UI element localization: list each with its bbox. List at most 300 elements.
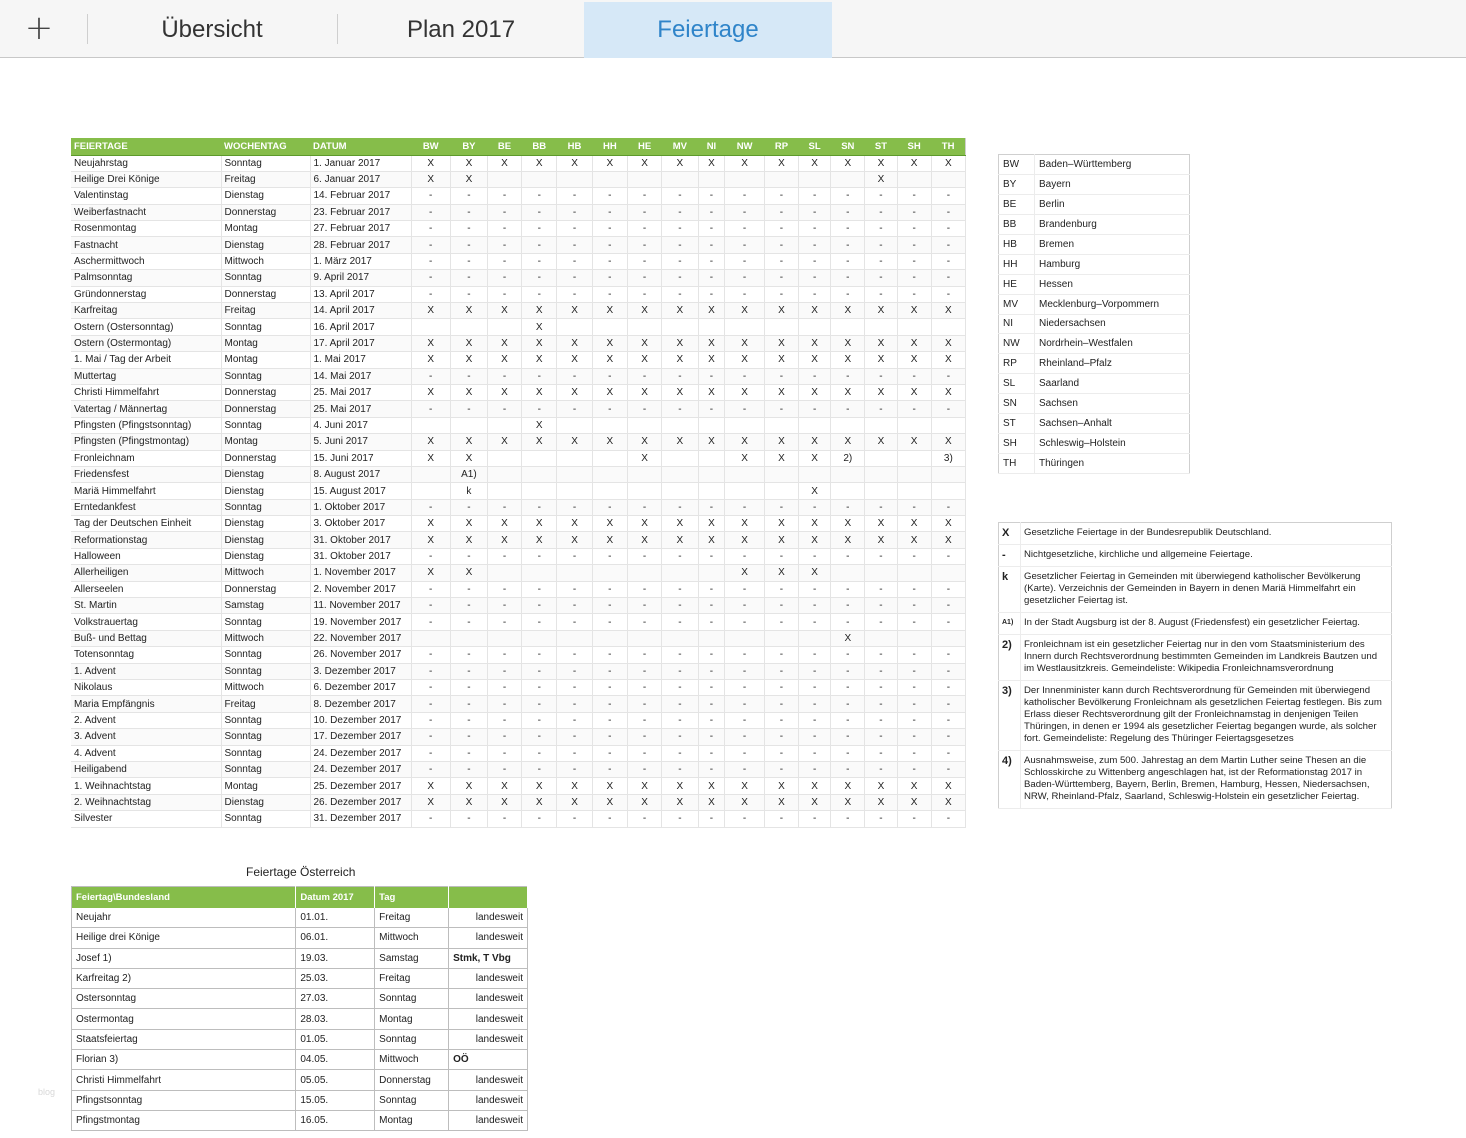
- state-flag-cell[interactable]: X: [662, 778, 698, 794]
- state-flag-cell[interactable]: X: [764, 155, 798, 171]
- state-flag-cell[interactable]: -: [799, 745, 831, 761]
- state-flag-cell[interactable]: X: [865, 155, 897, 171]
- state-flag-cell[interactable]: [411, 319, 450, 335]
- state-flag-cell[interactable]: -: [897, 548, 931, 564]
- state-flag-cell[interactable]: -: [764, 696, 798, 712]
- state-flag-cell[interactable]: X: [487, 434, 521, 450]
- state-flag-cell[interactable]: X: [799, 483, 831, 499]
- state-flag-cell[interactable]: X: [698, 303, 725, 319]
- state-flag-cell[interactable]: X: [522, 417, 557, 433]
- state-flag-cell[interactable]: -: [627, 680, 661, 696]
- holiday-name-cell[interactable]: 2. Weihnachtstag: [71, 794, 221, 810]
- state-flag-cell[interactable]: [411, 483, 450, 499]
- state-flag-cell[interactable]: X: [450, 532, 487, 548]
- state-flag-cell[interactable]: -: [799, 253, 831, 269]
- state-flag-cell[interactable]: [897, 319, 931, 335]
- state-flag-cell[interactable]: [764, 630, 798, 646]
- state-flag-cell[interactable]: [725, 630, 764, 646]
- austria-date-cell[interactable]: 28.03.: [296, 1009, 375, 1029]
- austria-day-cell[interactable]: Donnerstag: [375, 1070, 449, 1090]
- state-flag-cell[interactable]: -: [627, 253, 661, 269]
- date-cell[interactable]: 24. Dezember 2017: [310, 745, 411, 761]
- austria-region-cell[interactable]: OÖ: [449, 1050, 528, 1070]
- holiday-name-cell[interactable]: 1. Mai / Tag der Arbeit: [71, 352, 221, 368]
- date-cell[interactable]: 10. Dezember 2017: [310, 712, 411, 728]
- state-flag-cell[interactable]: X: [897, 352, 931, 368]
- austria-date-cell[interactable]: 25.03.: [296, 968, 375, 988]
- date-cell[interactable]: 13. April 2017: [310, 286, 411, 302]
- state-flag-cell[interactable]: -: [799, 598, 831, 614]
- weekday-cell[interactable]: Dienstag: [221, 794, 310, 810]
- state-flag-cell[interactable]: [764, 466, 798, 482]
- state-flag-cell[interactable]: X: [865, 794, 897, 810]
- state-flag-cell[interactable]: X: [831, 630, 865, 646]
- state-flag-cell[interactable]: -: [698, 614, 725, 630]
- weekday-cell[interactable]: Sonntag: [221, 761, 310, 777]
- state-flag-cell[interactable]: -: [764, 237, 798, 253]
- state-flag-cell[interactable]: -: [411, 647, 450, 663]
- state-flag-cell[interactable]: -: [831, 548, 865, 564]
- column-header[interactable]: BE: [487, 138, 521, 155]
- state-flag-cell[interactable]: X: [931, 335, 965, 351]
- holiday-name-cell[interactable]: Muttertag: [71, 368, 221, 384]
- state-flag-cell[interactable]: -: [592, 499, 627, 515]
- state-flag-cell[interactable]: -: [865, 663, 897, 679]
- date-cell[interactable]: 1. März 2017: [310, 253, 411, 269]
- weekday-cell[interactable]: Sonntag: [221, 647, 310, 663]
- state-flag-cell[interactable]: -: [487, 221, 521, 237]
- state-flag-cell[interactable]: -: [725, 712, 764, 728]
- state-flag-cell[interactable]: X: [799, 532, 831, 548]
- state-flag-cell[interactable]: [522, 450, 557, 466]
- state-flag-cell[interactable]: X: [662, 303, 698, 319]
- state-flag-cell[interactable]: -: [831, 499, 865, 515]
- austria-date-cell[interactable]: 01.05.: [296, 1029, 375, 1049]
- date-cell[interactable]: 26. Dezember 2017: [310, 794, 411, 810]
- state-flag-cell[interactable]: X: [725, 532, 764, 548]
- state-flag-cell[interactable]: -: [522, 614, 557, 630]
- state-flag-cell[interactable]: [487, 171, 521, 187]
- state-flag-cell[interactable]: -: [931, 663, 965, 679]
- state-flag-cell[interactable]: -: [411, 237, 450, 253]
- state-flag-cell[interactable]: X: [411, 532, 450, 548]
- holiday-name-cell[interactable]: Buß- und Bettag: [71, 630, 221, 646]
- state-flag-cell[interactable]: -: [662, 729, 698, 745]
- state-flag-cell[interactable]: -: [662, 811, 698, 827]
- state-flag-cell[interactable]: -: [897, 663, 931, 679]
- weekday-cell[interactable]: Sonntag: [221, 319, 310, 335]
- state-flag-cell[interactable]: [557, 466, 592, 482]
- state-flag-cell[interactable]: [522, 466, 557, 482]
- date-cell[interactable]: 27. Februar 2017: [310, 221, 411, 237]
- state-flag-cell[interactable]: [592, 466, 627, 482]
- state-flag-cell[interactable]: -: [931, 614, 965, 630]
- state-flag-cell[interactable]: -: [662, 401, 698, 417]
- state-flag-cell[interactable]: -: [831, 237, 865, 253]
- state-flag-cell[interactable]: X: [487, 352, 521, 368]
- state-flag-cell[interactable]: -: [831, 647, 865, 663]
- state-flag-cell[interactable]: -: [698, 663, 725, 679]
- state-flag-cell[interactable]: -: [831, 811, 865, 827]
- state-flag-cell[interactable]: [698, 565, 725, 581]
- state-flag-cell[interactable]: -: [698, 745, 725, 761]
- state-flag-cell[interactable]: -: [931, 253, 965, 269]
- date-cell[interactable]: 6. Dezember 2017: [310, 680, 411, 696]
- column-header[interactable]: NI: [698, 138, 725, 155]
- state-flag-cell[interactable]: -: [487, 663, 521, 679]
- state-flag-cell[interactable]: X: [627, 303, 661, 319]
- state-flag-cell[interactable]: X: [627, 450, 661, 466]
- state-flag-cell[interactable]: -: [897, 729, 931, 745]
- holiday-name-cell[interactable]: 1. Advent: [71, 663, 221, 679]
- state-flag-cell[interactable]: X: [450, 335, 487, 351]
- state-flag-cell[interactable]: -: [487, 745, 521, 761]
- state-flag-cell[interactable]: X: [799, 565, 831, 581]
- state-flag-cell[interactable]: [931, 417, 965, 433]
- date-cell[interactable]: 28. Februar 2017: [310, 237, 411, 253]
- state-flag-cell[interactable]: [931, 630, 965, 646]
- state-flag-cell[interactable]: X: [698, 352, 725, 368]
- state-flag-cell[interactable]: -: [799, 680, 831, 696]
- state-flag-cell[interactable]: -: [764, 221, 798, 237]
- austria-day-cell[interactable]: Sonntag: [375, 1029, 449, 1049]
- state-flag-cell[interactable]: -: [831, 712, 865, 728]
- state-flag-cell[interactable]: X: [592, 303, 627, 319]
- state-flag-cell[interactable]: X: [592, 516, 627, 532]
- state-flag-cell[interactable]: [662, 565, 698, 581]
- state-flag-cell[interactable]: [897, 483, 931, 499]
- date-cell[interactable]: 25. Mai 2017: [310, 384, 411, 400]
- state-flag-cell[interactable]: [487, 630, 521, 646]
- state-flag-cell[interactable]: [662, 450, 698, 466]
- weekday-cell[interactable]: Donnerstag: [221, 450, 310, 466]
- holiday-name-cell[interactable]: Gründonnerstag: [71, 286, 221, 302]
- state-flag-cell[interactable]: -: [897, 614, 931, 630]
- state-flag-cell[interactable]: -: [799, 811, 831, 827]
- state-flag-cell[interactable]: -: [662, 286, 698, 302]
- state-flag-cell[interactable]: -: [764, 499, 798, 515]
- state-flag-cell[interactable]: [557, 483, 592, 499]
- state-flag-cell[interactable]: X: [831, 335, 865, 351]
- column-header[interactable]: SH: [897, 138, 931, 155]
- state-flag-cell[interactable]: X: [522, 352, 557, 368]
- state-flag-cell[interactable]: -: [897, 712, 931, 728]
- state-flag-cell[interactable]: -: [592, 647, 627, 663]
- state-flag-cell[interactable]: X: [557, 778, 592, 794]
- state-flag-cell[interactable]: -: [627, 204, 661, 220]
- state-flag-cell[interactable]: -: [487, 712, 521, 728]
- state-flag-cell[interactable]: -: [411, 598, 450, 614]
- state-flag-cell[interactable]: -: [799, 761, 831, 777]
- weekday-cell[interactable]: Donnerstag: [221, 581, 310, 597]
- state-flag-cell[interactable]: X: [662, 155, 698, 171]
- state-flag-cell[interactable]: [897, 171, 931, 187]
- state-flag-cell[interactable]: -: [522, 598, 557, 614]
- state-flag-cell[interactable]: -: [931, 696, 965, 712]
- state-flag-cell[interactable]: -: [450, 499, 487, 515]
- state-flag-cell[interactable]: -: [725, 221, 764, 237]
- state-flag-cell[interactable]: -: [557, 499, 592, 515]
- state-flag-cell[interactable]: X: [450, 352, 487, 368]
- state-flag-cell[interactable]: -: [487, 647, 521, 663]
- state-flag-cell[interactable]: [557, 417, 592, 433]
- state-flag-cell[interactable]: [764, 483, 798, 499]
- state-flag-cell[interactable]: -: [764, 581, 798, 597]
- weekday-cell[interactable]: Sonntag: [221, 270, 310, 286]
- date-cell[interactable]: 5. Juni 2017: [310, 434, 411, 450]
- state-flag-cell[interactable]: -: [411, 270, 450, 286]
- state-flag-cell[interactable]: -: [522, 270, 557, 286]
- state-flag-cell[interactable]: -: [487, 761, 521, 777]
- state-flag-cell[interactable]: -: [931, 729, 965, 745]
- state-flag-cell[interactable]: X: [799, 384, 831, 400]
- state-flag-cell[interactable]: X: [799, 450, 831, 466]
- state-flag-cell[interactable]: -: [557, 204, 592, 220]
- state-flag-cell[interactable]: [831, 319, 865, 335]
- state-flag-cell[interactable]: X: [799, 303, 831, 319]
- state-flag-cell[interactable]: [627, 171, 661, 187]
- state-flag-cell[interactable]: -: [487, 614, 521, 630]
- holiday-name-cell[interactable]: Fastnacht: [71, 237, 221, 253]
- austria-holiday-cell[interactable]: Karfreitag 2): [72, 968, 296, 988]
- state-flag-cell[interactable]: X: [450, 450, 487, 466]
- state-flag-cell[interactable]: -: [764, 680, 798, 696]
- state-flag-cell[interactable]: [725, 483, 764, 499]
- state-flag-cell[interactable]: -: [557, 647, 592, 663]
- state-flag-cell[interactable]: -: [411, 368, 450, 384]
- state-flag-cell[interactable]: [411, 417, 450, 433]
- state-flag-cell[interactable]: [450, 417, 487, 433]
- state-flag-cell[interactable]: -: [764, 188, 798, 204]
- state-flag-cell[interactable]: -: [411, 188, 450, 204]
- austria-date-cell[interactable]: 01.01.: [296, 908, 375, 928]
- state-flag-cell[interactable]: -: [450, 811, 487, 827]
- state-flag-cell[interactable]: -: [627, 237, 661, 253]
- holiday-name-cell[interactable]: Heiligabend: [71, 761, 221, 777]
- date-cell[interactable]: 6. Januar 2017: [310, 171, 411, 187]
- state-flag-cell[interactable]: -: [897, 696, 931, 712]
- state-flag-cell[interactable]: X: [698, 434, 725, 450]
- state-flag-cell[interactable]: X: [799, 335, 831, 351]
- state-flag-cell[interactable]: -: [557, 548, 592, 564]
- state-flag-cell[interactable]: X: [897, 532, 931, 548]
- state-flag-cell[interactable]: -: [931, 548, 965, 564]
- austria-day-cell[interactable]: Freitag: [375, 968, 449, 988]
- state-flag-cell[interactable]: -: [764, 270, 798, 286]
- state-flag-cell[interactable]: -: [487, 499, 521, 515]
- state-flag-cell[interactable]: [487, 565, 521, 581]
- date-cell[interactable]: 17. Dezember 2017: [310, 729, 411, 745]
- state-flag-cell[interactable]: -: [522, 253, 557, 269]
- column-header[interactable]: BY: [450, 138, 487, 155]
- state-flag-cell[interactable]: X: [698, 778, 725, 794]
- date-cell[interactable]: 17. April 2017: [310, 335, 411, 351]
- state-flag-cell[interactable]: X: [522, 303, 557, 319]
- state-flag-cell[interactable]: [764, 319, 798, 335]
- state-flag-cell[interactable]: -: [725, 680, 764, 696]
- state-flag-cell[interactable]: X: [592, 434, 627, 450]
- state-flag-cell[interactable]: -: [592, 581, 627, 597]
- state-flag-cell[interactable]: X: [698, 155, 725, 171]
- weekday-cell[interactable]: Dienstag: [221, 466, 310, 482]
- state-flag-cell[interactable]: X: [662, 352, 698, 368]
- state-flag-cell[interactable]: [522, 483, 557, 499]
- austria-column-header[interactable]: Datum 2017: [296, 887, 375, 908]
- state-flag-cell[interactable]: -: [411, 811, 450, 827]
- state-flag-cell[interactable]: -: [698, 548, 725, 564]
- column-header[interactable]: HE: [627, 138, 661, 155]
- column-header[interactable]: MV: [662, 138, 698, 155]
- state-flag-cell[interactable]: -: [662, 614, 698, 630]
- holiday-name-cell[interactable]: Rosenmontag: [71, 221, 221, 237]
- holiday-name-cell[interactable]: Tag der Deutschen Einheit: [71, 516, 221, 532]
- state-flag-cell[interactable]: X: [865, 352, 897, 368]
- austria-region-cell[interactable]: landesweit: [449, 928, 528, 948]
- state-flag-cell[interactable]: [662, 630, 698, 646]
- austria-day-cell[interactable]: Freitag: [375, 908, 449, 928]
- state-flag-cell[interactable]: X: [725, 352, 764, 368]
- state-flag-cell[interactable]: -: [411, 581, 450, 597]
- state-flag-cell[interactable]: -: [831, 696, 865, 712]
- state-flag-cell[interactable]: X: [931, 516, 965, 532]
- state-flag-cell[interactable]: -: [764, 663, 798, 679]
- state-flag-cell[interactable]: -: [698, 761, 725, 777]
- state-flag-cell[interactable]: [487, 466, 521, 482]
- weekday-cell[interactable]: Samstag: [221, 598, 310, 614]
- state-flag-cell[interactable]: X: [627, 532, 661, 548]
- state-flag-cell[interactable]: -: [865, 204, 897, 220]
- state-flag-cell[interactable]: X: [698, 384, 725, 400]
- state-flag-cell[interactable]: X: [592, 794, 627, 810]
- state-flag-cell[interactable]: -: [725, 811, 764, 827]
- date-cell[interactable]: 25. Dezember 2017: [310, 778, 411, 794]
- state-flag-cell[interactable]: X: [627, 516, 661, 532]
- holiday-name-cell[interactable]: Reformationstag: [71, 532, 221, 548]
- state-flag-cell[interactable]: X: [487, 303, 521, 319]
- state-flag-cell[interactable]: -: [897, 680, 931, 696]
- state-flag-cell[interactable]: -: [411, 253, 450, 269]
- state-flag-cell[interactable]: [662, 466, 698, 482]
- state-flag-cell[interactable]: -: [725, 729, 764, 745]
- state-flag-cell[interactable]: -: [592, 204, 627, 220]
- state-flag-cell[interactable]: -: [487, 729, 521, 745]
- state-flag-cell[interactable]: [662, 483, 698, 499]
- austria-holiday-cell[interactable]: Josef 1): [72, 948, 296, 968]
- state-flag-cell[interactable]: -: [487, 696, 521, 712]
- state-flag-cell[interactable]: [522, 565, 557, 581]
- state-flag-cell[interactable]: -: [557, 614, 592, 630]
- state-flag-cell[interactable]: [627, 483, 661, 499]
- date-cell[interactable]: 1. November 2017: [310, 565, 411, 581]
- state-flag-cell[interactable]: [865, 319, 897, 335]
- state-flag-cell[interactable]: X: [487, 532, 521, 548]
- state-flag-cell[interactable]: -: [897, 647, 931, 663]
- state-flag-cell[interactable]: -: [897, 499, 931, 515]
- state-flag-cell[interactable]: X: [725, 565, 764, 581]
- state-flag-cell[interactable]: [725, 171, 764, 187]
- austria-column-header[interactable]: Feiertag\Bundesland: [72, 887, 296, 908]
- date-cell[interactable]: 8. August 2017: [310, 466, 411, 482]
- state-flag-cell[interactable]: -: [450, 286, 487, 302]
- state-flag-cell[interactable]: -: [831, 745, 865, 761]
- state-flag-cell[interactable]: [522, 630, 557, 646]
- state-flag-cell[interactable]: X: [764, 450, 798, 466]
- state-flag-cell[interactable]: X: [627, 794, 661, 810]
- date-cell[interactable]: 31. Dezember 2017: [310, 811, 411, 827]
- holiday-name-cell[interactable]: Vatertag / Männertag: [71, 401, 221, 417]
- state-flag-cell[interactable]: -: [592, 401, 627, 417]
- state-flag-cell[interactable]: X: [557, 352, 592, 368]
- state-flag-cell[interactable]: -: [522, 401, 557, 417]
- state-flag-cell[interactable]: -: [627, 614, 661, 630]
- date-cell[interactable]: 19. November 2017: [310, 614, 411, 630]
- state-flag-cell[interactable]: -: [487, 680, 521, 696]
- state-flag-cell[interactable]: [831, 417, 865, 433]
- state-flag-cell[interactable]: X: [662, 516, 698, 532]
- state-flag-cell[interactable]: -: [411, 745, 450, 761]
- austria-region-cell[interactable]: landesweit: [449, 989, 528, 1009]
- austria-holiday-cell[interactable]: Pfingstmontag: [72, 1110, 296, 1130]
- weekday-cell[interactable]: Montag: [221, 221, 310, 237]
- state-flag-cell[interactable]: -: [897, 286, 931, 302]
- state-flag-cell[interactable]: -: [592, 729, 627, 745]
- state-flag-cell[interactable]: -: [764, 745, 798, 761]
- date-cell[interactable]: 9. April 2017: [310, 270, 411, 286]
- state-flag-cell[interactable]: X: [725, 450, 764, 466]
- state-flag-cell[interactable]: -: [799, 614, 831, 630]
- state-flag-cell[interactable]: -: [662, 581, 698, 597]
- state-flag-cell[interactable]: -: [799, 368, 831, 384]
- state-flag-cell[interactable]: X: [522, 319, 557, 335]
- state-flag-cell[interactable]: X: [450, 171, 487, 187]
- state-flag-cell[interactable]: X: [799, 794, 831, 810]
- state-flag-cell[interactable]: -: [662, 663, 698, 679]
- state-flag-cell[interactable]: -: [450, 368, 487, 384]
- state-flag-cell[interactable]: -: [897, 811, 931, 827]
- state-flag-cell[interactable]: X: [799, 352, 831, 368]
- state-flag-cell[interactable]: X: [831, 352, 865, 368]
- state-flag-cell[interactable]: -: [557, 253, 592, 269]
- state-flag-cell[interactable]: -: [592, 237, 627, 253]
- austria-holiday-cell[interactable]: Neujahr: [72, 908, 296, 928]
- state-flag-cell[interactable]: [931, 319, 965, 335]
- state-flag-cell[interactable]: -: [831, 286, 865, 302]
- date-cell[interactable]: 14. Mai 2017: [310, 368, 411, 384]
- state-flag-cell[interactable]: -: [627, 499, 661, 515]
- state-flag-cell[interactable]: -: [725, 647, 764, 663]
- state-flag-cell[interactable]: -: [764, 761, 798, 777]
- state-flag-cell[interactable]: X: [557, 434, 592, 450]
- state-flag-cell[interactable]: X: [865, 384, 897, 400]
- state-flag-cell[interactable]: -: [865, 270, 897, 286]
- state-flag-cell[interactable]: [698, 450, 725, 466]
- date-cell[interactable]: 1. Januar 2017: [310, 155, 411, 171]
- state-flag-cell[interactable]: X: [931, 434, 965, 450]
- state-flag-cell[interactable]: [627, 417, 661, 433]
- column-header[interactable]: TH: [931, 138, 965, 155]
- state-flag-cell[interactable]: X: [764, 384, 798, 400]
- state-flag-cell[interactable]: -: [627, 811, 661, 827]
- state-flag-cell[interactable]: -: [662, 253, 698, 269]
- state-flag-cell[interactable]: -: [698, 499, 725, 515]
- date-cell[interactable]: 14. April 2017: [310, 303, 411, 319]
- state-flag-cell[interactable]: [592, 417, 627, 433]
- date-cell[interactable]: 23. Februar 2017: [310, 204, 411, 220]
- state-flag-cell[interactable]: -: [662, 761, 698, 777]
- state-flag-cell[interactable]: [450, 630, 487, 646]
- state-flag-cell[interactable]: -: [865, 811, 897, 827]
- state-flag-cell[interactable]: -: [557, 761, 592, 777]
